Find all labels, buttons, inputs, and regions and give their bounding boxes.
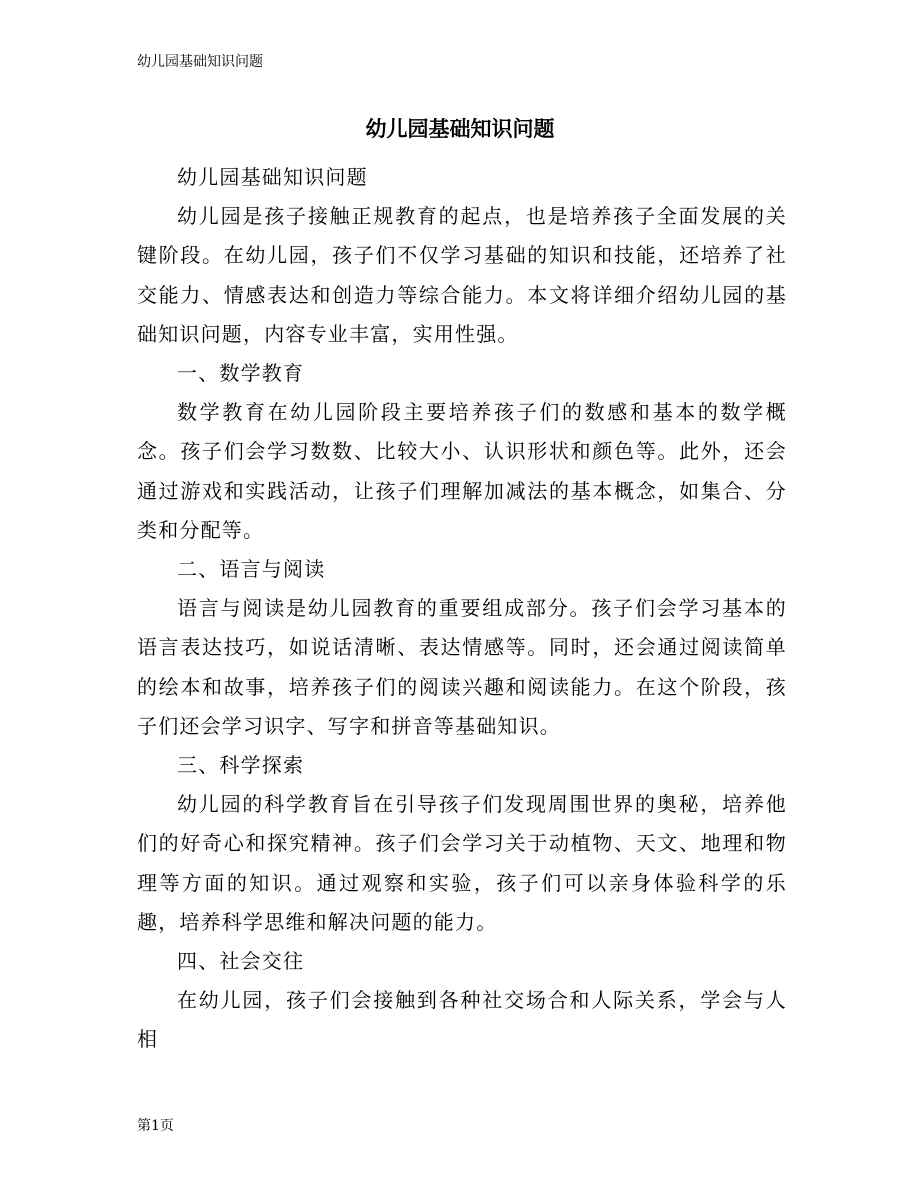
- section-heading-science: 三、科学探索: [177, 753, 305, 778]
- running-header: 幼儿园基础知识问题: [137, 54, 263, 70]
- document-body: [137, 158, 787, 1060]
- document-title: 幼儿园基础知识问题: [365, 117, 555, 141]
- paragraph-intro: 幼儿园是孩子接触正规教育的起点，也是培养孩子全面发展的关键阶段。在幼儿园，孩子们不仅学习基础的知识和技能，还培养了社交能力、情感表达和创造力等综合能力。本文将详细介绍幼儿园的基础知识问题，内容专业丰富，实用性强。: [137, 204, 787, 346]
- paragraph-science: 幼儿园的科学教育旨在引导孩子们发现周围世界的奥秘，培养他们的好奇心和探究精神。孩子们会学习关于动植物、天文、地理和物理等方面的知识。通过观察和实验，孩子们可以亲身体验科学的乐趣，培养科学思维和解决问题的能力。: [137, 792, 787, 934]
- section-heading-math: 一、数学教育: [177, 361, 305, 386]
- paragraph-subtitle: 幼儿园基础知识问题: [177, 165, 368, 189]
- section-heading-social: 四、社会交往: [177, 949, 305, 974]
- paragraph-social: 在幼儿园，孩子们会接触到各种社交场合和人际关系，学会与人相: [137, 988, 787, 1052]
- page-number: 第1页: [137, 1118, 174, 1134]
- section-heading-language: 二、语言与阅读: [177, 557, 326, 582]
- paragraph-math: 数学教育在幼儿园阶段主要培养孩子们的数感和基本的数学概念。孩子们会学习数数、比较大小、认识形状和颜色等。此外，还会通过游戏和实践活动，让孩子们理解加减法的基本概念，如集合、分类和分配等。: [137, 400, 787, 542]
- paragraph-language: 语言与阅读是幼儿园教育的重要组成部分。孩子们会学习基本的语言表达技巧，如说话清晰、表达情感等。同时，还会通过阅读简单的绘本和故事，培养孩子们的阅读兴趣和阅读能力。在这个阶段，孩子们还会学习识字、写字和拼音等基础知识。: [137, 596, 787, 738]
